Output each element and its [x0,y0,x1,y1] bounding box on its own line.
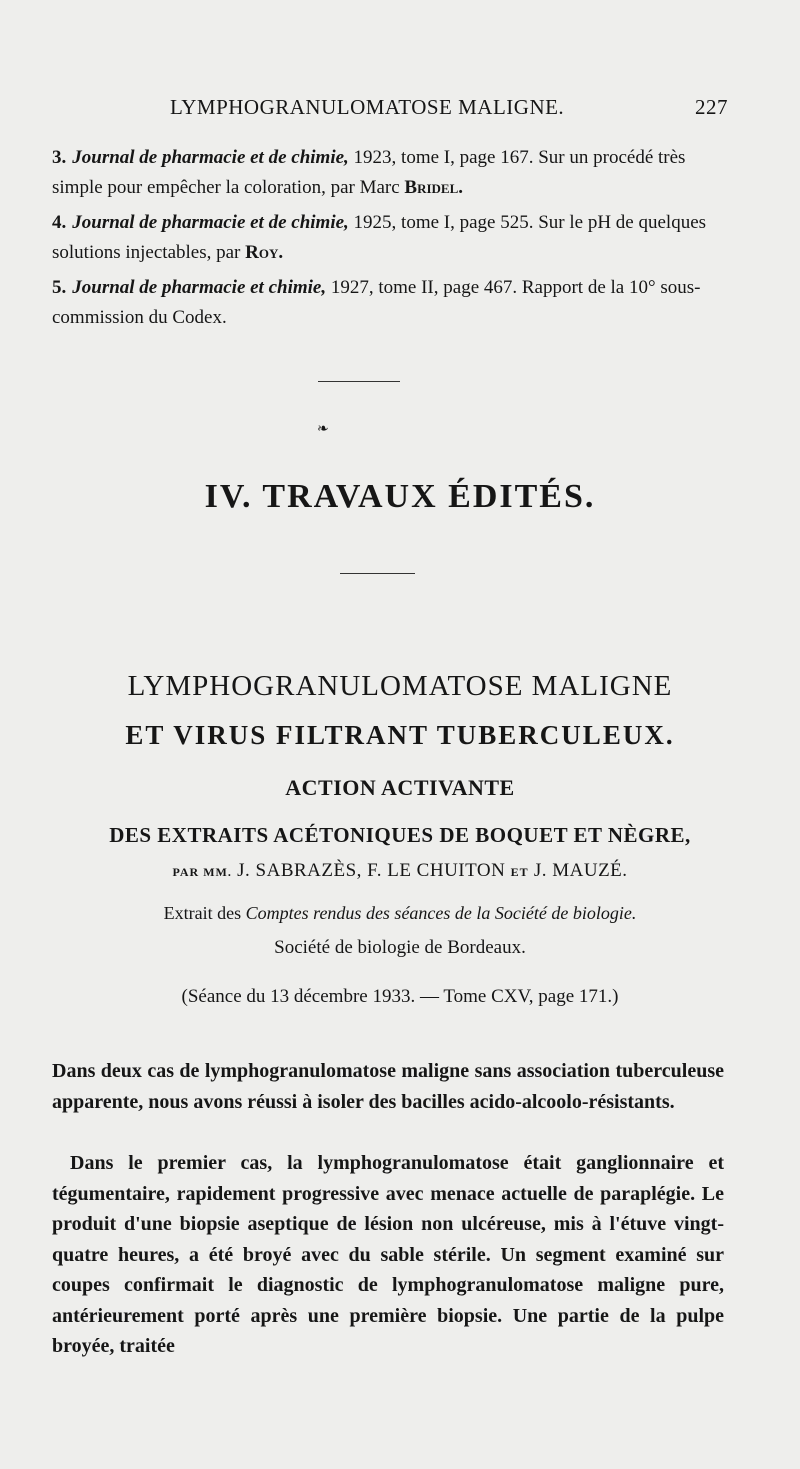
article-extract-line [0,903,800,924]
article-title-line-3: ACTION ACTIVANTE [285,775,515,800]
separator-rule [340,573,415,574]
section-heading: IV. TRAVAUX ÉDITÉS. [204,478,596,515]
footnote-5 [52,273,732,333]
footnote-journal: Journal de pharmacie et chimie, [72,277,327,298]
footnote-author: Bridel. [404,177,464,198]
page-number: 227 [695,95,728,119]
footnote-journal: Journal de pharmacie et de chimie, [72,147,349,168]
running-head [0,95,800,125]
byline-authors-a: J. SABRAZÈS, F. LE CHUITON [237,860,506,881]
footnote-journal: Journal de pharmacie et de chimie, [72,212,349,233]
footnote-4 [52,208,732,268]
byline-et: ET [510,865,529,879]
footnote-number: 4. [52,212,67,233]
separator-rule [318,381,400,382]
ornament-icon: ❧ [317,422,329,437]
footnote-author: Roy. [245,242,284,263]
article-session: (Séance du 13 décembre 1933. — Tome CXV, page 171.) [181,986,619,1007]
byline-authors-b: J. MAUZÉ. [533,860,628,881]
article-title-line-4: DES EXTRAITS ACÉTONIQUES DE BOQUET ET NÈGRE, [109,823,691,847]
article-title-line-2: ET VIRUS FILTRANT TUBERCULEUX. [125,720,675,750]
footnote-text: 1923, tome I, page 167. Sur un procédé très simple pour empêcher la coloration, par Marc [52,147,686,198]
footnote-number: 5. [52,277,67,298]
article-byline [0,860,800,882]
footnote-text: 1925, tome I, page 525. Sur le pH de quelques solutions injectables, par [52,212,707,263]
article-title-line-1: LYMPHOGRANULOMATOSE MALIGNE [127,670,673,702]
extract-prefix: Extrait des [163,903,242,923]
footnote-3 [52,143,732,203]
body-paragraph-2: Dans le premier cas, la lymphogranulomatose était ganglionnaire et tégumentaire, rapidement progressive avec menace actuelle de paraplégie. Le produit d'une biopsie aseptique de lésion non ulcéreuse, mis à l'étuve vingt-quatre heures, a été broyé avec du sable stérile. Un segment examiné sur coupes confirmait le diagnostic de lymphogranulomatose maligne pure, antérieurement porté après une première biopsie. Une partie de la pulpe broyée, traitée [52,1152,724,1357]
running-head-title: LYMPHOGRANULOMATOSE MALIGNE. [170,95,565,119]
body-paragraph-1: Dans deux cas de lymphogranulomatose maligne sans association tuberculeuse apparente, nous avons réussi à isoler des bacilles acido-alcoolo-résistants. [52,1060,724,1113]
footnote-text: 1927, tome II, page 467. Rapport de la 10° sous-commission du Codex. [52,277,701,328]
article-society: Société de biologie de Bordeaux. [274,937,526,958]
footnote-number: 3. [52,147,67,168]
extract-source: Comptes rendus des séances de la Société de biologie. [245,903,637,923]
byline-par: PAR MM. [172,865,232,879]
